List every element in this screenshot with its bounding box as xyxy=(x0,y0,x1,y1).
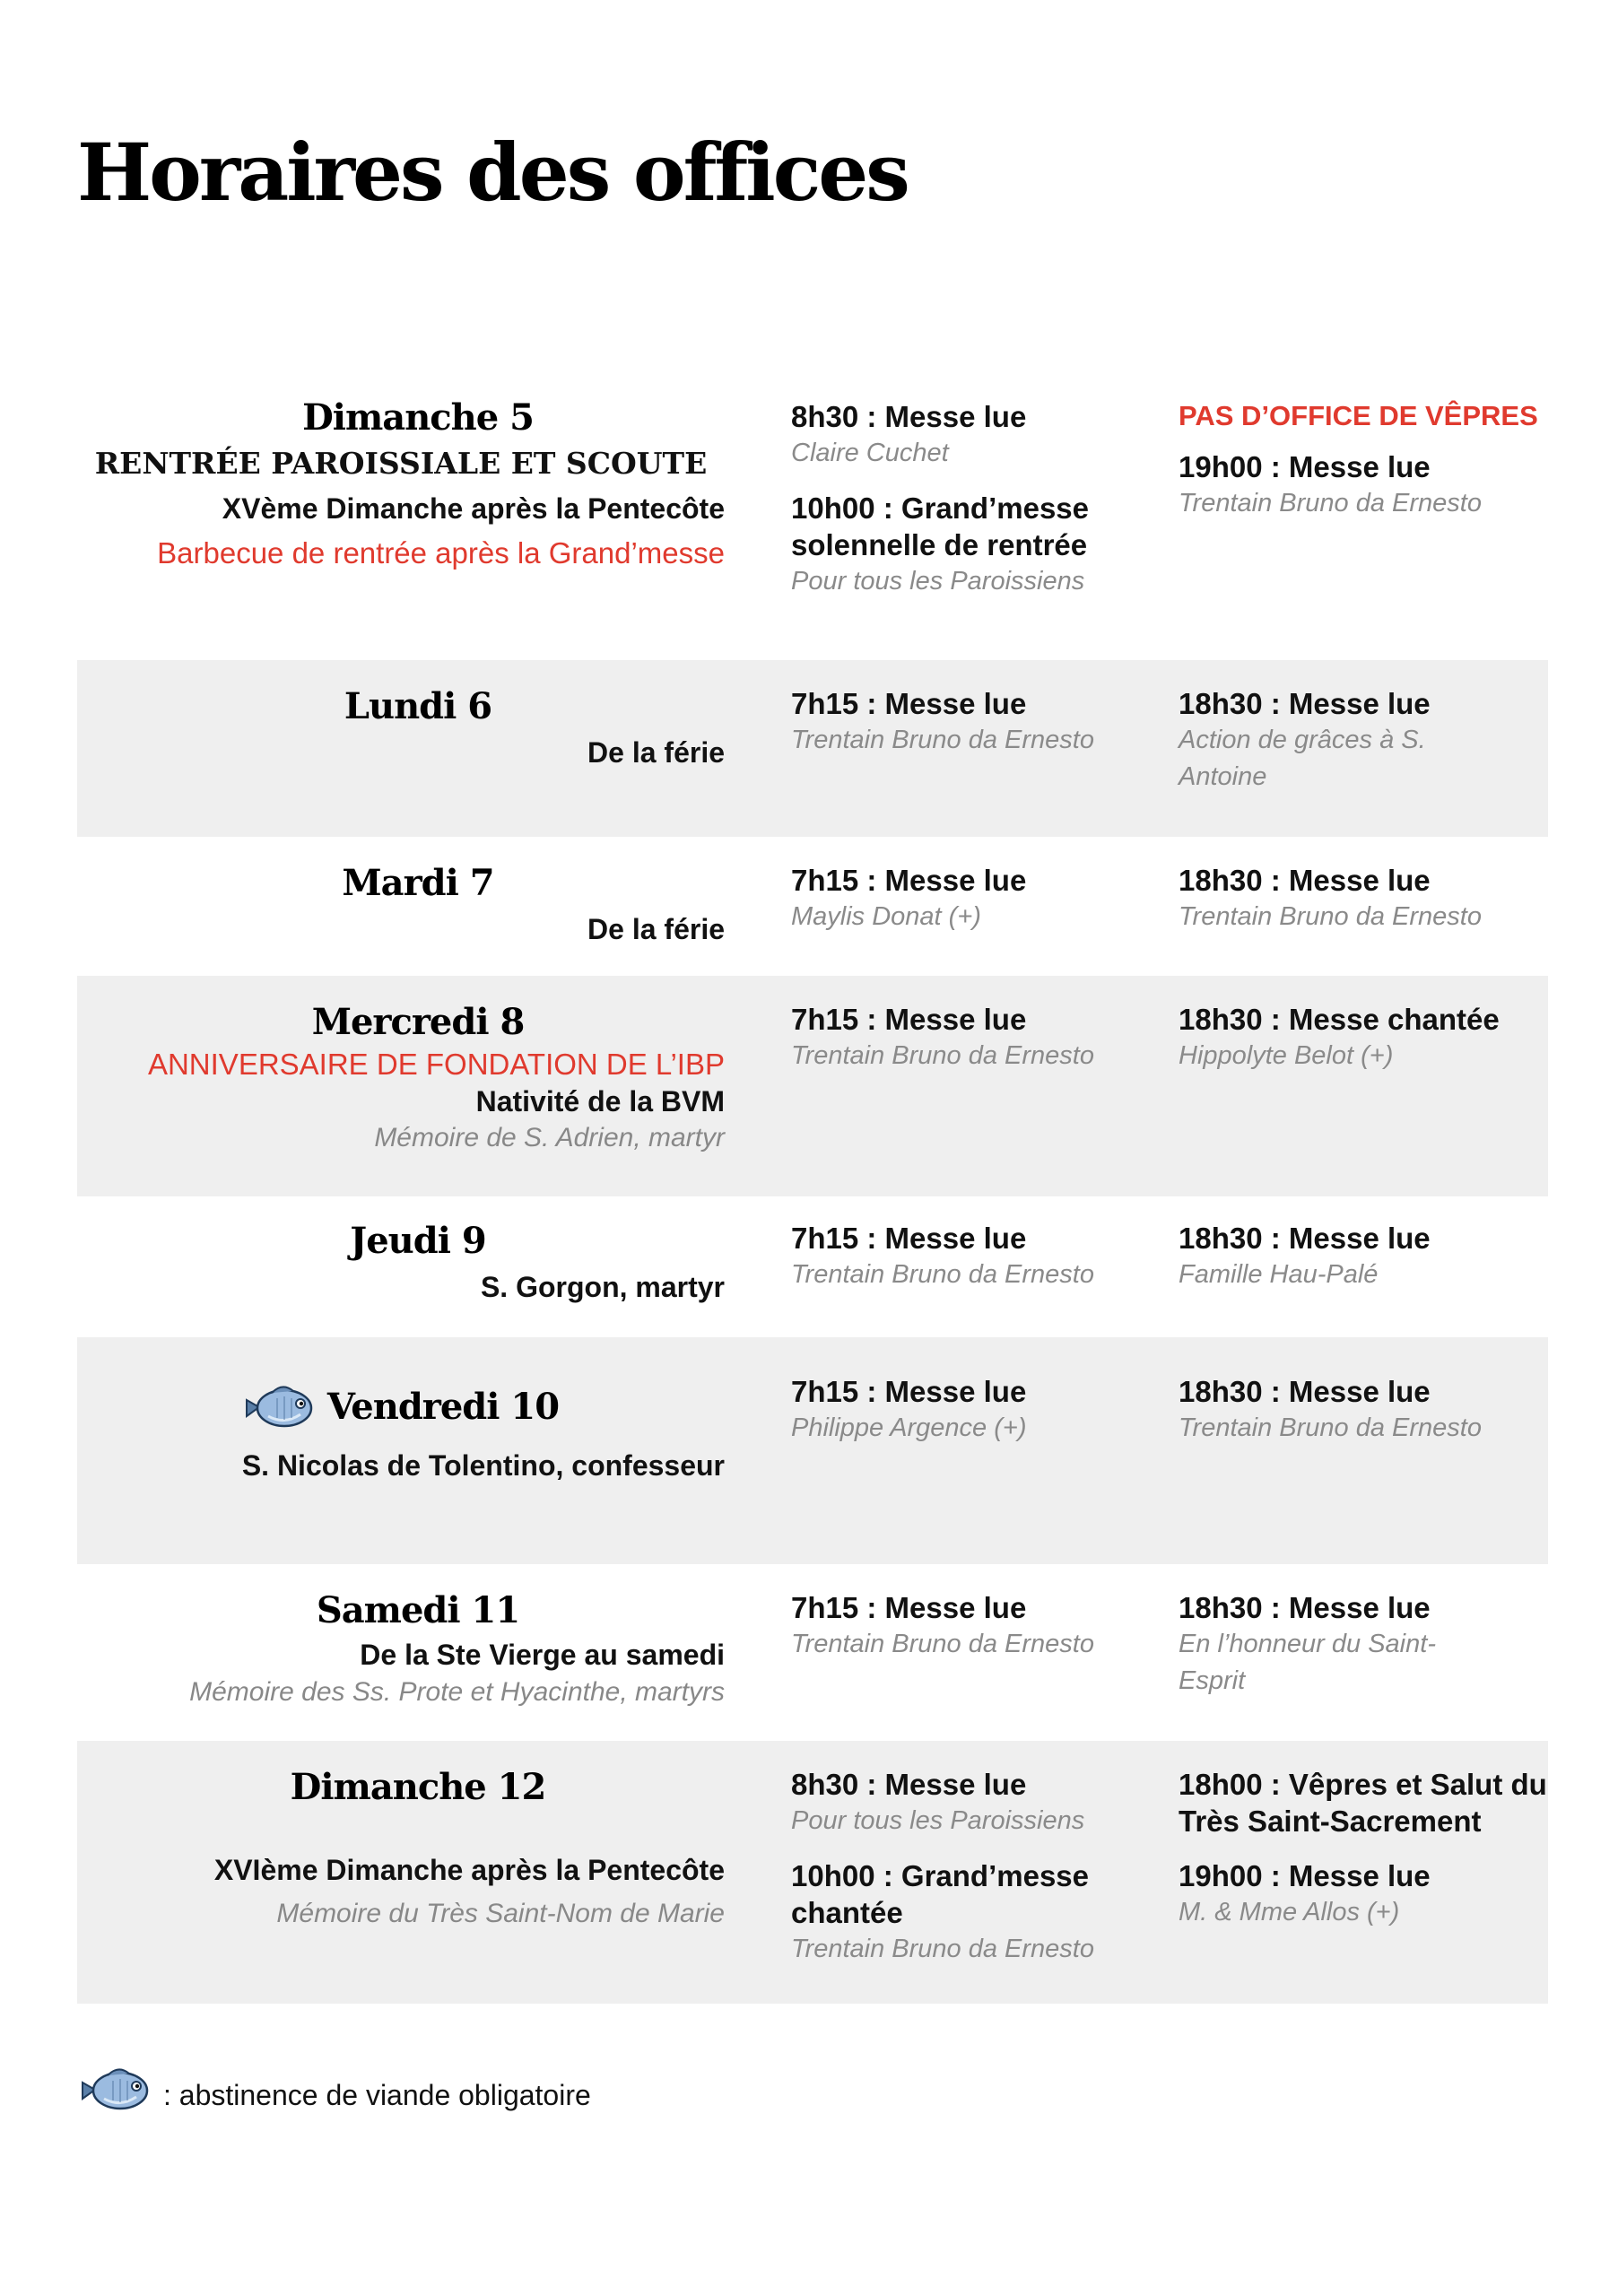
mass-intention: Trentain Bruno da Ernesto xyxy=(1179,1413,1482,1442)
day-cell xyxy=(77,1380,725,1488)
mass-intention-cont: Antoine xyxy=(1179,762,1267,791)
mass-title: 19h00 : Messe lue xyxy=(1179,1859,1431,1892)
mass-intention: Maylis Donat (+) xyxy=(791,902,981,931)
mass-title: 18h30 : Messe lue xyxy=(1179,864,1431,897)
memorial-label: Mémoire du Très Saint-Nom de Marie xyxy=(276,1899,725,1928)
mass-title: 7h15 : Messe lue xyxy=(791,1375,1027,1408)
memorial-label: Mémoire de S. Adrien, martyr xyxy=(374,1123,725,1152)
mass-title: 7h15 : Messe lue xyxy=(791,864,1027,897)
morning-cell xyxy=(791,685,1159,759)
day-cell xyxy=(77,395,725,576)
day-name: Dimanche 5 xyxy=(302,396,534,439)
morning-cell xyxy=(791,1766,1159,1968)
fish-icon xyxy=(77,2063,154,2117)
mass-title: 10h00 : Grand’messe xyxy=(791,491,1089,525)
evening-cell xyxy=(1179,1589,1548,1700)
morning-cell xyxy=(791,1373,1159,1447)
mass-intention: Pour tous les Paroissiens xyxy=(791,1806,1085,1835)
liturgy-label: De la férie xyxy=(587,736,725,769)
liturgy-label: Nativité de la BVM xyxy=(475,1085,725,1118)
evening-cell xyxy=(1179,1766,1548,1931)
mass-title-cont: solennelle de rentrée xyxy=(791,528,1088,561)
day-cell xyxy=(77,1587,725,1709)
mass-intention: En l’honneur du Saint- xyxy=(1179,1630,1436,1658)
legend xyxy=(77,2063,591,2117)
vespers-notice: PAS D’OFFICE DE VÊPRES xyxy=(1179,400,1538,431)
liturgy-label: XVème Dimanche après la Pentecôte xyxy=(222,492,725,525)
schedule-row-dimanche-12 xyxy=(77,1741,1548,2004)
evening-cell xyxy=(1179,685,1548,796)
mass-title: 8h30 : Messe lue xyxy=(791,1768,1027,1801)
mass-intention: Trentain Bruno da Ernesto xyxy=(791,1260,1094,1289)
mass-title: 18h30 : Messe lue xyxy=(1179,1591,1431,1624)
mass-intention: Philippe Argence (+) xyxy=(791,1413,1027,1442)
schedule-row-mercredi-8 xyxy=(77,976,1548,1196)
fish-icon xyxy=(241,1380,318,1434)
day-name-with-icon xyxy=(131,1380,669,1434)
day-cell xyxy=(77,999,725,1157)
mass-title: 8h30 : Messe lue xyxy=(791,400,1027,433)
page-title: Horaires des offices xyxy=(77,126,908,219)
mass-title-cont: chantée xyxy=(791,1896,903,1929)
mass-title: 18h30 : Messe lue xyxy=(1179,1222,1431,1255)
morning-cell xyxy=(791,1589,1159,1663)
mass-intention-cont: Esprit xyxy=(1179,1666,1246,1695)
day-cell xyxy=(77,860,725,952)
schedule-row-samedi-11 xyxy=(77,1564,1548,1741)
day-name: Mercredi 8 xyxy=(311,1001,525,1043)
day-name: Jeudi 9 xyxy=(350,1220,486,1262)
feast-title: RENTRÉE PAROISSIALE ET SCOUTE xyxy=(94,446,708,481)
mass-intention: Trentain Bruno da Ernesto xyxy=(791,1630,1094,1658)
event-note: Barbecue de rentrée après la Grand’messe xyxy=(157,536,725,570)
mass-intention: Trentain Bruno da Ernesto xyxy=(791,1041,1094,1070)
mass-title: 7h15 : Messe lue xyxy=(791,1591,1027,1624)
mass-title: 19h00 : Messe lue xyxy=(1179,450,1431,483)
mass-intention: Hippolyte Belot (+) xyxy=(1179,1041,1394,1070)
schedule-row-jeudi-9 xyxy=(77,1196,1548,1337)
schedule-table xyxy=(77,386,1548,2004)
liturgy-label: De la férie xyxy=(587,913,725,945)
mass-intention: Pour tous les Paroissiens xyxy=(791,567,1085,596)
morning-cell xyxy=(791,862,1159,935)
mass-intention: Action de grâces à S. xyxy=(1179,726,1426,754)
memorial-label: Mémoire des Ss. Prote et Hyacinthe, martyrs xyxy=(189,1677,725,1707)
legend-text: : abstinence de viande obligatoire xyxy=(163,2078,591,2111)
liturgy-label: S. Nicolas de Tolentino, confesseur xyxy=(241,1449,725,1482)
mass-intention: Claire Cuchet xyxy=(791,439,949,467)
event-note: ANNIVERSAIRE DE FONDATION DE L’IBP xyxy=(147,1048,725,1081)
mass-intention: Famille Hau-Palé xyxy=(1179,1260,1379,1289)
day-name: Mardi 7 xyxy=(342,862,494,904)
mass-title: 18h30 : Messe lue xyxy=(1179,1375,1431,1408)
mass-intention: Trentain Bruno da Ernesto xyxy=(791,726,1094,754)
liturgy-label: XVIème Dimanche après la Pentecôte xyxy=(213,1854,725,1886)
evening-cell xyxy=(1179,862,1548,935)
evening-cell xyxy=(1179,396,1548,522)
mass-title: 7h15 : Messe lue xyxy=(791,687,1027,720)
mass-intention: Trentain Bruno da Ernesto xyxy=(791,1935,1094,1963)
liturgy-label: S. Gorgon, martyr xyxy=(480,1271,725,1303)
mass-intention: M. & Mme Allos (+) xyxy=(1179,1898,1400,1926)
mass-title: 18h30 : Messe chantée xyxy=(1179,1003,1500,1036)
day-name: Dimanche 12 xyxy=(290,1766,546,1808)
evening-cell xyxy=(1179,1373,1548,1447)
day-cell xyxy=(77,683,725,775)
mass-intention: Trentain Bruno da Ernesto xyxy=(1179,489,1482,517)
morning-cell xyxy=(791,398,1159,600)
day-name: Lundi 6 xyxy=(344,685,492,727)
liturgy-label: De la Ste Vierge au samedi xyxy=(360,1639,725,1671)
day-cell xyxy=(77,1218,725,1309)
mass-title: 7h15 : Messe lue xyxy=(791,1222,1027,1255)
evening-cell xyxy=(1179,1220,1548,1293)
mass-intention: Trentain Bruno da Ernesto xyxy=(1179,902,1482,931)
mass-title: 7h15 : Messe lue xyxy=(791,1003,1027,1036)
schedule-row-dimanche-5 xyxy=(77,386,1548,660)
schedule-row-lundi-6 xyxy=(77,660,1548,837)
mass-title: 10h00 : Grand’messe xyxy=(791,1859,1089,1892)
day-cell xyxy=(77,1764,725,1936)
day-name: Vendredi 10 xyxy=(326,1386,560,1428)
schedule-row-vendredi-10 xyxy=(77,1337,1548,1564)
evening-cell xyxy=(1179,1001,1548,1074)
morning-cell xyxy=(791,1220,1159,1293)
vespers-title: 18h00 : Vêpres et Salut du xyxy=(1179,1768,1547,1801)
mass-title: 18h30 : Messe lue xyxy=(1179,687,1431,720)
day-name: Samedi 11 xyxy=(316,1589,520,1631)
vespers-title-cont: Très Saint-Sacrement xyxy=(1179,1805,1482,1838)
schedule-row-mardi-7 xyxy=(77,837,1548,976)
morning-cell xyxy=(791,1001,1159,1074)
